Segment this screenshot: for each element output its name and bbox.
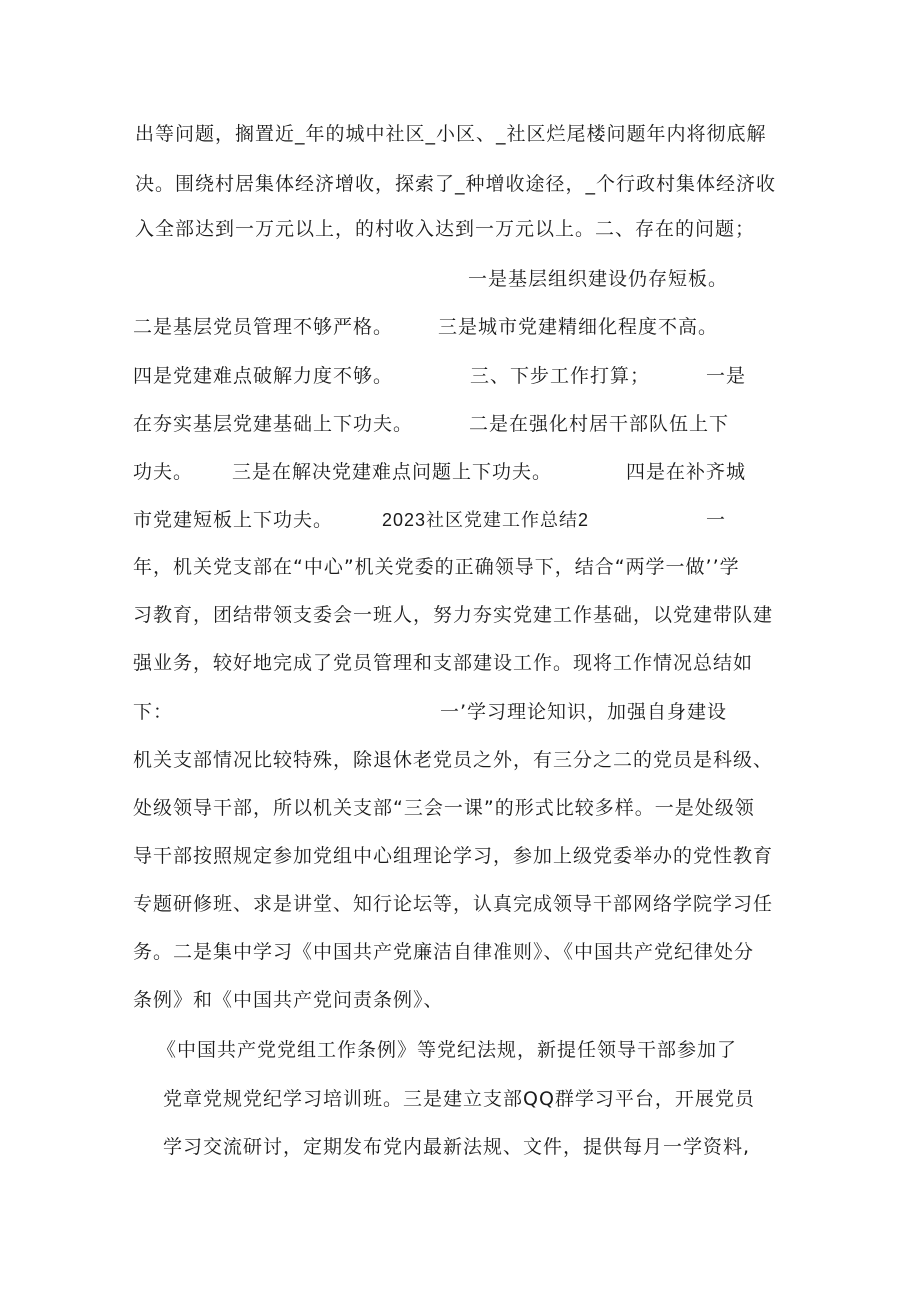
text-line: 党章党规党纪学习培训班。三是建立支部QQ群学习平台，开展党员 <box>163 1088 755 1110</box>
text-line: 年，机关党支部在“中心”机关党委的正确领导下，结合“两学一做’’学 <box>133 556 740 578</box>
text-segment: 四是在补齐城 <box>626 461 747 483</box>
text-segment: 三是在解决党建难点问题上下功夫。 <box>232 461 553 483</box>
text-line: 《中国共产党党组工作条例》等党纪法规，新提任领导干部参加了 <box>157 1039 738 1061</box>
text-line: 机关支部情况比较特殊，除退休老党员之外，有三分之二的党员是科级、 <box>133 749 774 771</box>
text-segment: 四是党建难点破解力度不够。 <box>133 365 394 387</box>
text-line: 学习交流研讨，定期发布党内最新法规、文件，提供每月一学资料, <box>163 1136 751 1158</box>
text-line: 习教育，团结带领支委会一班人，努力夯实党建工作基础，以党建带队建 <box>133 604 774 626</box>
text-line: 导干部按照规定参加党组中心组理论学习，参加上级党委举办的党性教育 <box>133 845 774 867</box>
text-line: 出等问题，搁置近_年的城中社区_小区、_社区烂尾楼问题年内将彻底解 <box>135 123 767 145</box>
text-segment: 二是在强化村居干部队伍上下 <box>469 413 730 435</box>
text-segment: 市党建短板上下功夫。 <box>133 509 334 531</box>
text-line: 入全部达到一万元以上，的村收入达到一万元以上。二、存在的问题； <box>135 218 756 240</box>
text-segment: 三是城市党建精细化程度不高。 <box>438 316 719 338</box>
text-line: 务。二是集中学习《中国共产党廉洁自律准则》、《中国共产党纪律处分 <box>133 941 755 963</box>
text-line: 处级领导干部，所以机关支部“三会一课”的形式比较多样。一是处级领 <box>133 797 755 819</box>
text-segment: 一 <box>706 509 727 531</box>
section-heading: 一’学习理论知识，加强自身建设 <box>440 701 728 723</box>
text-line: 一是基层组织建设仍存短板。 <box>468 268 729 290</box>
text-line: 决。围绕村居集体经济增收，探索了_种增收途径，_个行政村集体经济收 <box>135 173 777 195</box>
text-segment: 功夫。 <box>133 461 194 483</box>
section-heading: 三、下步工作打算； <box>470 365 651 387</box>
text-segment: 一是 <box>706 365 747 387</box>
text-segment: 二是基层党员管理不够严格。 <box>133 316 394 338</box>
text-line: 条例》和《中国共产党问责条例》、 <box>133 989 444 1011</box>
text-line: 强业务，较好地完成了党员管理和支部建设工作。现将工作情况总结如 <box>133 652 754 674</box>
text-segment: 在夯实基层党建基础上下功夫。 <box>133 413 414 435</box>
text-segment: 下： <box>133 701 174 723</box>
text-line: 专题研修班、求是讲堂、知行论坛等，认真完成领导干部网络学院学习任 <box>133 893 774 915</box>
document-title: 2023社区党建工作总结2 <box>382 510 590 530</box>
